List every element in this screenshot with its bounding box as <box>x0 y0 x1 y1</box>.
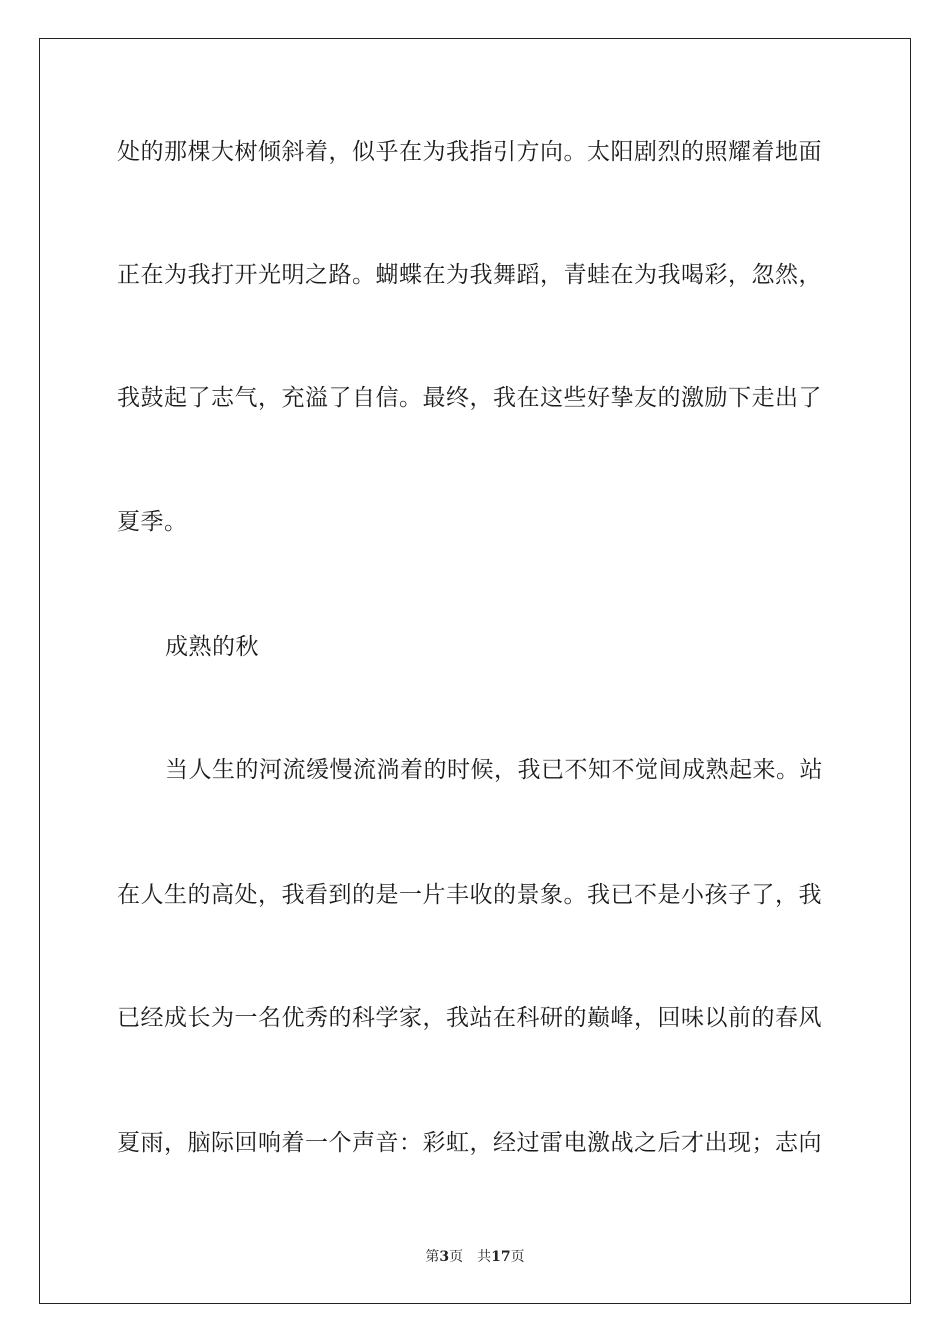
paragraph-first-line: 当人生的河流缓慢流淌着的时候，我已不知不觉间成熟起来。站 <box>165 757 823 783</box>
text-line: 正在为我打开光明之路。蝴蝶在为我舞蹈，青蛙在为我喝彩，忽然， <box>117 262 822 288</box>
text-line: 夏季。 <box>117 509 188 535</box>
text-line: 处的那棵大树倾斜着，似乎在为我指引方向。太阳剧烈的照耀着地面 <box>117 139 822 165</box>
section-heading: 成熟的秋 <box>165 634 259 660</box>
text-line: 我鼓起了志气，充溢了自信。最终，我在这些好挚友的激励下走出了 <box>117 385 822 411</box>
text-line: 夏雨，脑际回响着一个声音：彩虹，经过雷电激战之后才出现；志向 <box>117 1130 822 1156</box>
page-border <box>39 38 911 1304</box>
text-line: 在人生的高处，我看到的是一片丰收的景象。我已不是小孩子了，我 <box>117 882 822 908</box>
page-footer <box>0 1247 950 1267</box>
total-suffix: 页 <box>510 1249 525 1265</box>
page-suffix: 页 <box>449 1249 464 1265</box>
text-line: 已经成长为一名优秀的科学家，我站在科研的巅峰，回味以前的春风 <box>117 1005 822 1031</box>
total-prefix: 共 <box>477 1249 492 1265</box>
page-prefix: 第 <box>425 1249 440 1265</box>
total-pages: 17 <box>491 1249 511 1265</box>
page-number: 3 <box>439 1249 450 1265</box>
